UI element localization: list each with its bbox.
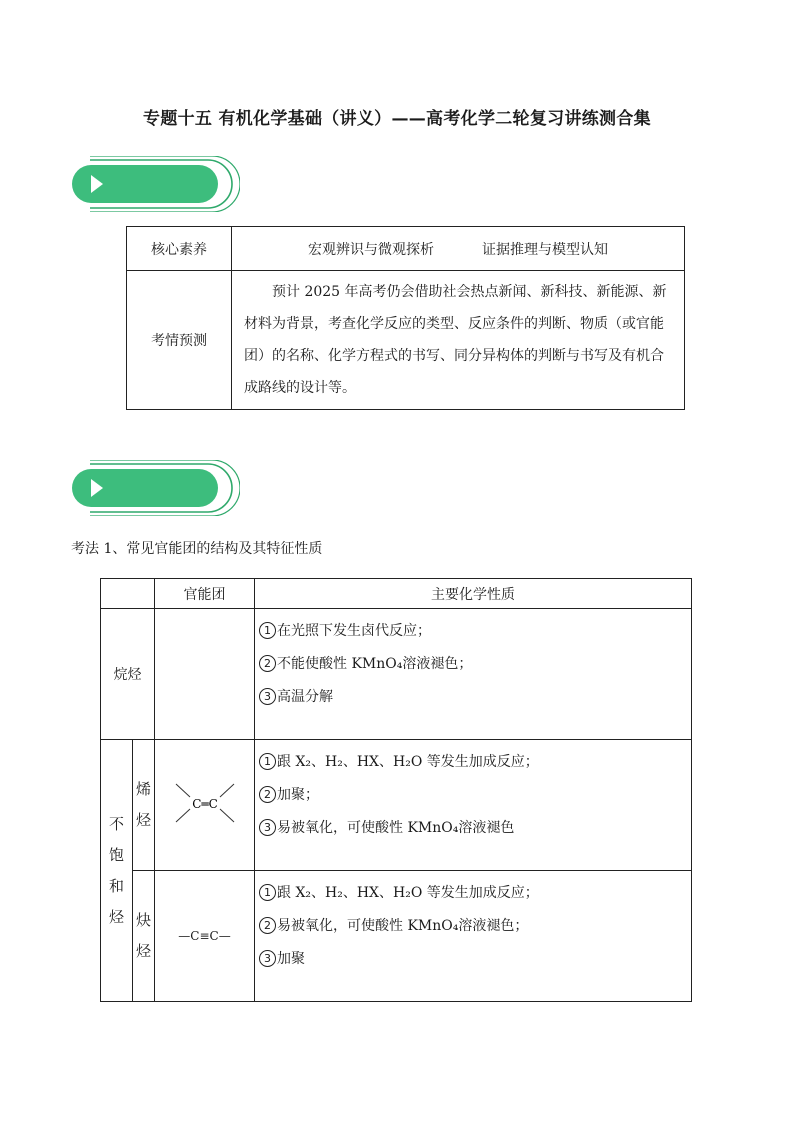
alkene-structure-diagram	[170, 778, 240, 828]
core-item-2: 证据推理与模型认知	[482, 241, 608, 258]
core-values-cell	[232, 227, 685, 271]
forecast-label-cell: 考情预测	[127, 271, 232, 410]
forecast-text: 预计 2025 年高考仍会借助社会热点新闻、新科技、新能源、新材料为背景，考查化学反应的类型、反应条件的判断、物质（或官能团）的名称、化学方程式的书写、同分异构体的判断与书写及有机合成路线的设计等。	[232, 271, 685, 410]
section-banner-2	[70, 460, 240, 516]
svg-text:C═C: C═C	[191, 797, 218, 811]
header-blank	[101, 579, 155, 609]
page-title: 专题十五 有机化学基础（讲义）——高考化学二轮复习讲练测合集	[143, 109, 651, 129]
section-banner-1	[70, 156, 240, 212]
core-competency-table	[126, 226, 685, 410]
alkyne-label: 炔 烃	[133, 871, 155, 1002]
alkene-structure	[155, 740, 255, 871]
unsaturated-label: 不 饱 和 烃	[101, 740, 133, 1002]
alkane-props: 1 在光照下发生卤代反应； 2 不能使酸性 KMnO₄溶液褪色； 3 高温分解	[255, 609, 692, 740]
functional-group-table	[100, 578, 692, 1002]
section-banner-graphic	[70, 460, 240, 516]
alkene-props: 1 跟 X₂、H₂、HX、H₂O 等发生加成反应； 2 加聚； 3 易被氧化，可使酸性 KMnO₄溶液褪色	[255, 740, 692, 871]
alkyne-props: 1 跟 X₂、H₂、HX、H₂O 等发生加成反应； 2 易被氧化，可使酸性 KMnO₄溶液褪色； 3 加聚	[255, 871, 692, 1002]
core-label-cell: 核心素养	[127, 227, 232, 271]
alkyne-structure: —C≡C—	[155, 871, 255, 1002]
header-group: 官能团	[155, 579, 255, 609]
core-item-1: 宏观辨识与微观探析	[308, 241, 434, 258]
alkane-label: 烷烃	[101, 609, 155, 740]
alkane-structure	[155, 609, 255, 740]
section-banner-graphic	[70, 156, 240, 212]
header-props: 主要化学性质	[255, 579, 692, 609]
alkene-label: 烯 烃	[133, 740, 155, 871]
subheading: 考法 1、常见官能团的结构及其特征性质	[71, 541, 323, 557]
